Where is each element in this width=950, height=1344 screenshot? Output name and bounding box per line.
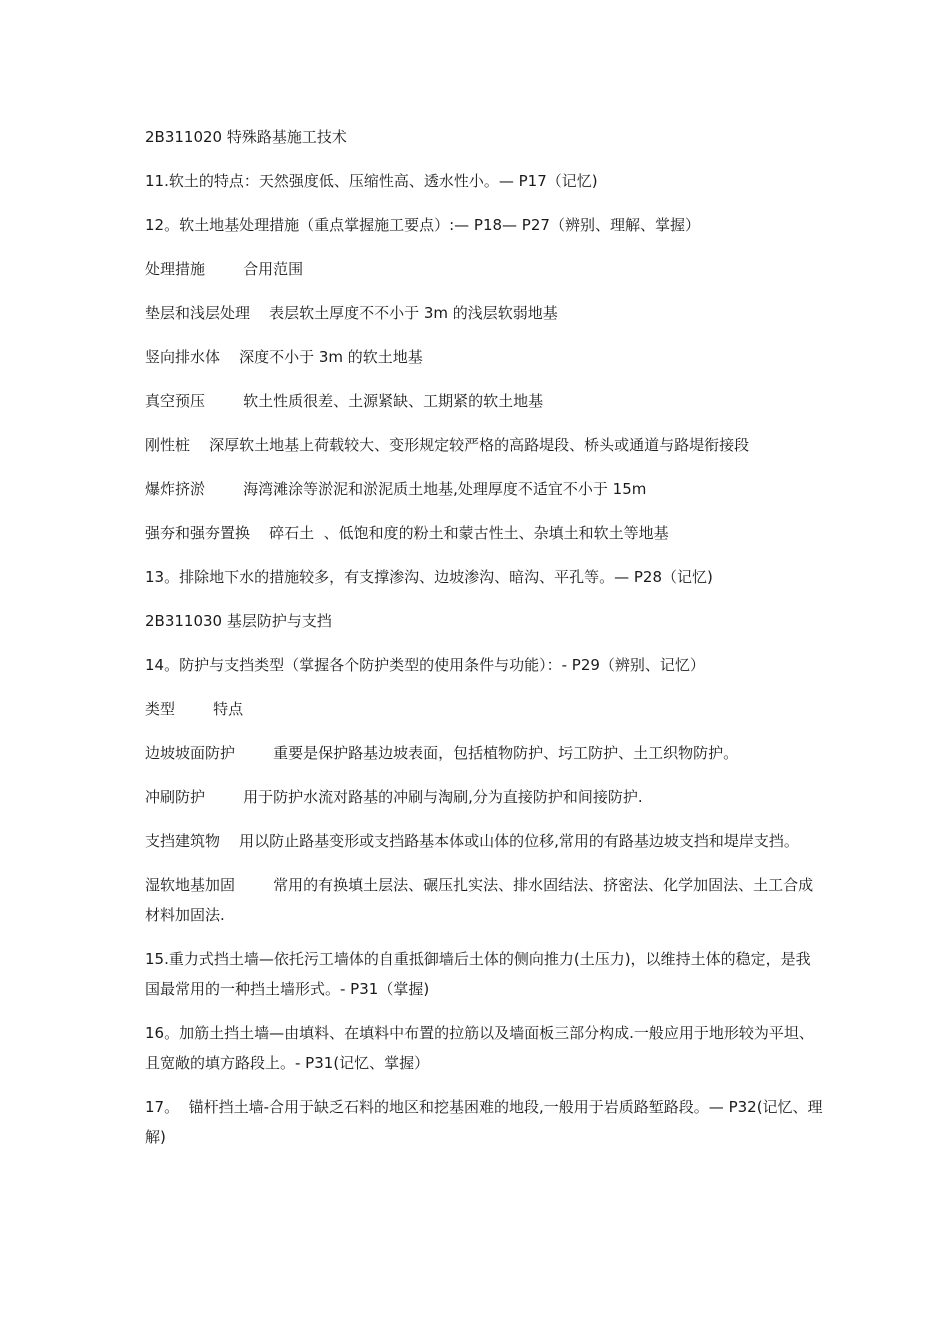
section-heading: 2B311020 特殊路基施工技术 xyxy=(145,128,347,146)
table-row-line: 垫层和浅层处理 表层软土厚度不不小于 3m 的浅层软弱地基 xyxy=(145,304,558,322)
table-row-line: 刚性桩 深厚软土地基上荷载较大、变形规定较严格的高路堤段、桥头或通道与路堤衔接段 xyxy=(145,436,750,454)
paragraph: 14。防护与支挡类型（掌握各个防护类型的使用条件与功能）：- P29（辨别、记忆） xyxy=(145,656,705,674)
paragraph: 12。软土地基处理措施（重点掌握施工要点）:— P18— P27（辨别、理解、掌握） xyxy=(145,216,700,234)
table-header-line: 类型 特点 xyxy=(145,700,244,718)
paragraph: 13。排除地下水的措施较多，有支撑渗沟、边坡渗沟、暗沟、平孔等。— P28（记忆) xyxy=(145,568,713,586)
table-row-line: 竖向排水体 深度不小于 3m 的软土地基 xyxy=(145,348,423,366)
section-heading: 2B311030 基层防护与支挡 xyxy=(145,612,332,630)
paragraph: 11.软土的特点：天然强度低、压缩性高、透水性小。— P17（记忆) xyxy=(145,172,598,190)
paragraph: 17。 锚杆挡土墙-合用于缺乏石料的地区和挖基困难的地段,一般用于岩质路堑路段。— P32(记忆、理解) xyxy=(145,1098,823,1146)
table-row-line: 真空预压 软土性质很差、土源紧缺、工期紧的软土地基 xyxy=(145,392,544,410)
document-body xyxy=(145,122,825,1166)
table-row-line: 强夯和强夯置换 碎石土 、低饱和度的粉土和蒙古性土、杂填土和软土等地基 xyxy=(145,524,669,542)
table-row-line: 支挡建筑物 用以防止路基变形或支挡路基本体或山体的位移,常用的有路基边坡支挡和堤岸支挡。 xyxy=(145,832,799,850)
table-row-line: 湿软地基加固 常用的有换填土层法、碾压扎实法、排水固结法、挤密法、化学加固法、土工合成材料加固法. xyxy=(145,876,814,924)
table-row-line: 冲刷防护 用于防护水流对路基的冲刷与淘刷,分为直接防护和间接防护. xyxy=(145,788,643,806)
table-row-line: 边坡坡面防护 重要是保护路基边坡表面，包括植物防护、圬工防护、土工织物防护。 xyxy=(145,744,739,762)
paragraph: 15.重力式挡土墙—依托污工墙体的自重抵御墙后土体的侧向推力(土压力)，以维持土体的稳定，是我国最常用的一种挡土墙形式。- P31（掌握) xyxy=(145,950,811,998)
paragraph: 16。加筋土挡土墙—由填料、在填料中布置的拉筋以及墙面板三部分构成.一般应用于地形较为平坦、且宽敞的填方路段上。- P31(记忆、掌握） xyxy=(145,1024,814,1072)
table-row-line: 爆炸挤淤 海湾滩涂等淤泥和淤泥质土地基,处理厚度不适宜不小于 15m xyxy=(145,480,647,498)
table-header-line: 处理措施 合用范围 xyxy=(145,260,304,278)
